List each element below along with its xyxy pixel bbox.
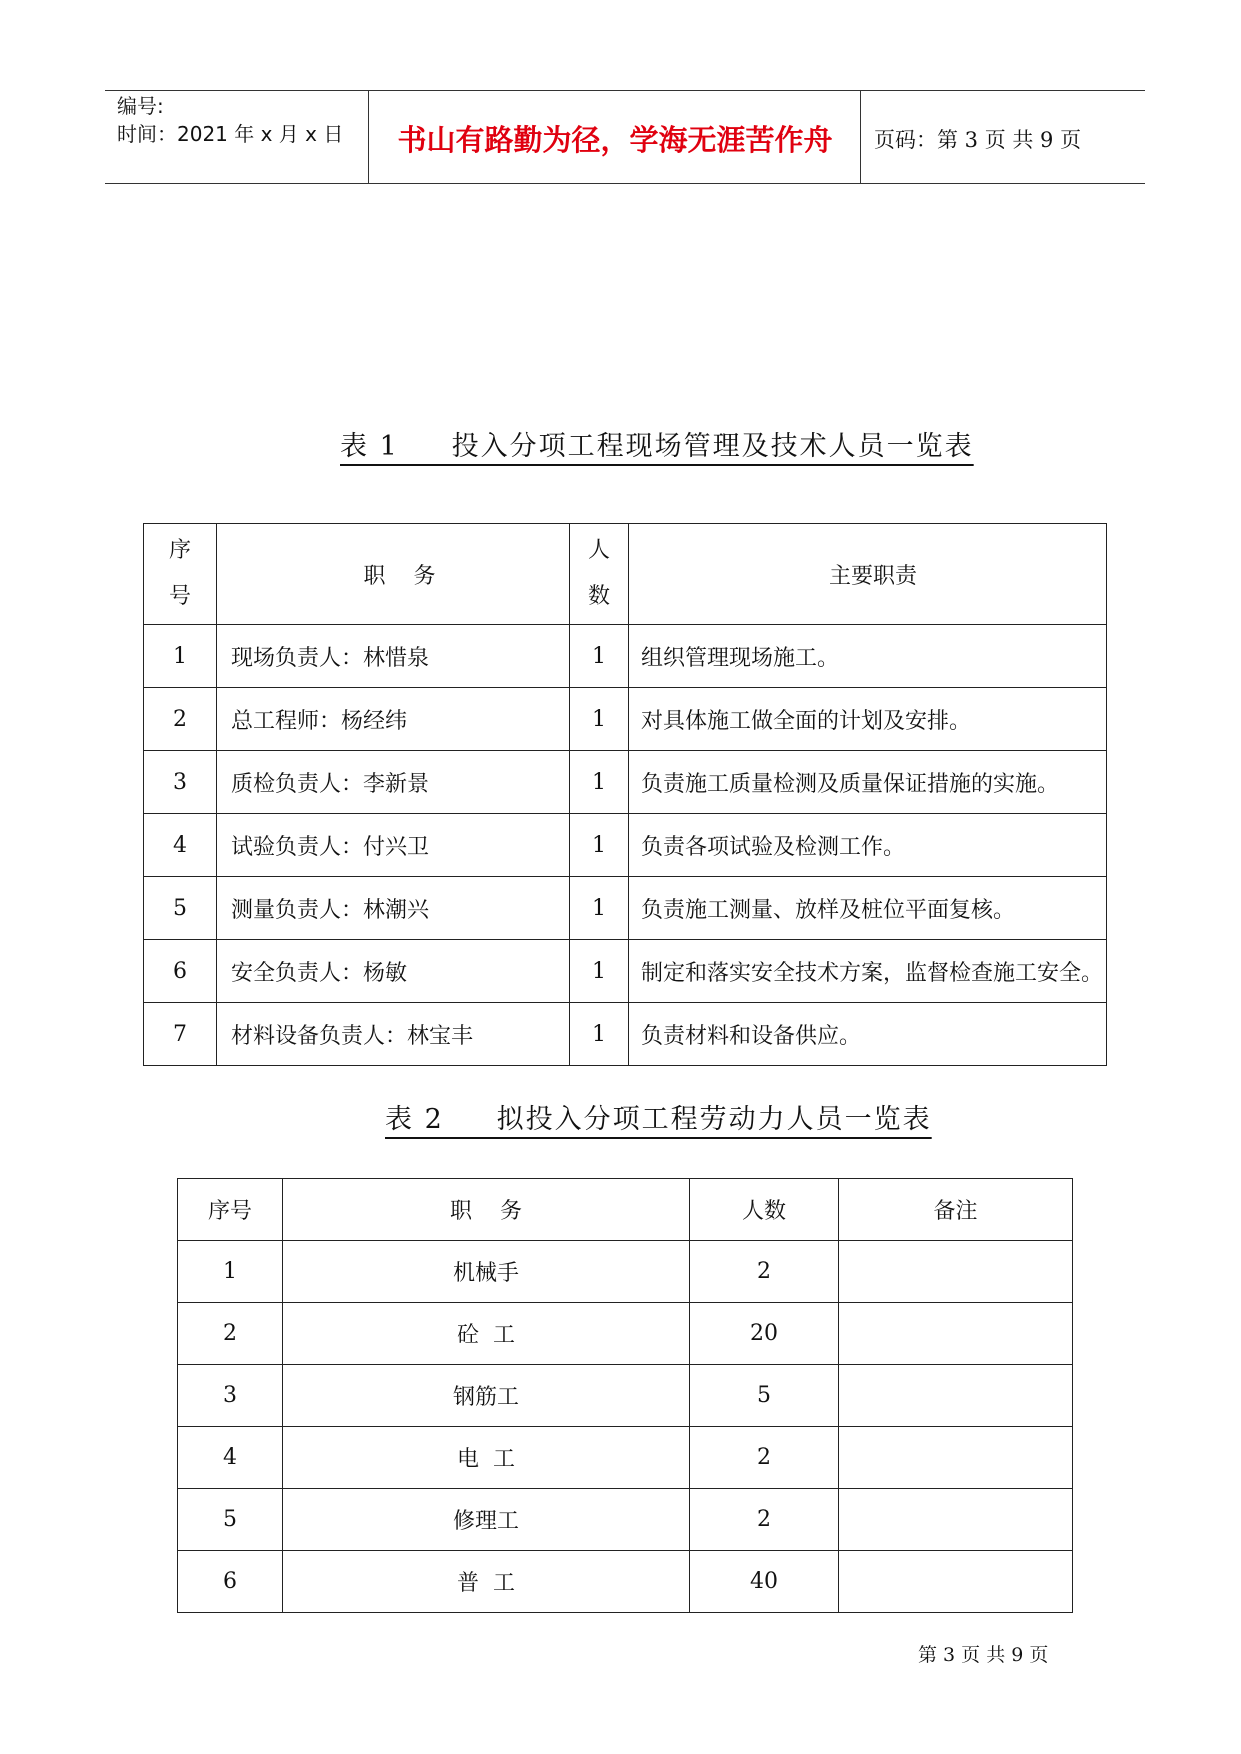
cell-duties: 负责施工测量、放样及桩位平面复核。 — [629, 877, 1107, 940]
header-position: 职 务 — [217, 524, 570, 625]
cell-serial: 4 — [144, 814, 217, 877]
cell-serial: 3 — [144, 751, 217, 814]
cell-serial: 6 — [178, 1551, 283, 1613]
cell-duties: 负责材料和设备供应。 — [629, 1003, 1107, 1066]
header-count — [570, 524, 629, 625]
cell-remark — [839, 1241, 1073, 1303]
table-row — [144, 940, 1107, 1003]
cell-position: 钢筋工 — [283, 1365, 690, 1427]
cell-serial: 1 — [144, 625, 217, 688]
cell-count: 2 — [690, 1241, 839, 1303]
cell-remark — [839, 1365, 1073, 1427]
cell-duties: 制定和落实安全技术方案，监督检查施工安全。 — [629, 940, 1107, 1003]
footer-page-number: 第 3 页 共 9 页 — [918, 1644, 1049, 1666]
table-row — [178, 1365, 1073, 1427]
cell-count: 2 — [690, 1427, 839, 1489]
cell-count: 1 — [570, 688, 629, 751]
table-row — [178, 1241, 1073, 1303]
cell-serial: 6 — [144, 940, 217, 1003]
header-duties: 主要职责 — [629, 524, 1107, 625]
table1-title: 表 1 投入分项工程现场管理及技术人员一览表 — [340, 431, 974, 462]
cell-duties: 负责各项试验及检测工作。 — [629, 814, 1107, 877]
header-serial-char1: 序 — [168, 538, 191, 563]
header-count-char2: 数 — [587, 584, 610, 609]
header-serial: 序号 — [178, 1179, 283, 1241]
management-staff-table — [143, 523, 1107, 1066]
table-row — [178, 1303, 1073, 1365]
cell-serial: 3 — [178, 1365, 283, 1427]
cell-serial: 5 — [144, 877, 217, 940]
table-row — [144, 625, 1107, 688]
header-position: 职 务 — [283, 1179, 690, 1241]
cell-count: 1 — [570, 751, 629, 814]
cell-count: 1 — [570, 814, 629, 877]
table-row — [178, 1489, 1073, 1551]
cell-position: 安全负责人：杨敏 — [217, 940, 570, 1003]
cell-remark — [839, 1303, 1073, 1365]
cell-remark — [839, 1551, 1073, 1613]
cell-position: 修理工 — [283, 1489, 690, 1551]
header-meta — [117, 92, 343, 148]
document-number-label: 编号: — [117, 94, 164, 118]
cell-remark — [839, 1489, 1073, 1551]
cell-count: 40 — [690, 1551, 839, 1613]
table-row — [144, 877, 1107, 940]
header-divider-right — [860, 90, 861, 184]
document-date: 时间：2021 年 x 月 x 日 — [117, 122, 344, 146]
cell-count: 2 — [690, 1489, 839, 1551]
cell-serial: 4 — [178, 1427, 283, 1489]
header-serial-char2: 号 — [168, 584, 191, 609]
table-header-row — [144, 524, 1107, 625]
cell-position: 电 工 — [283, 1427, 690, 1489]
table-row — [144, 751, 1107, 814]
cell-count: 1 — [570, 877, 629, 940]
header-serial — [144, 524, 217, 625]
cell-count: 1 — [570, 625, 629, 688]
cell-count: 5 — [690, 1365, 839, 1427]
cell-serial: 5 — [178, 1489, 283, 1551]
cell-serial: 2 — [178, 1303, 283, 1365]
header-motto: 书山有路勤为径，学海无涯苦作舟 — [397, 123, 833, 157]
table-row — [144, 688, 1107, 751]
cell-remark — [839, 1427, 1073, 1489]
table2-title: 表 2 拟投入分项工程劳动力人员一览表 — [385, 1104, 932, 1135]
header-count-char1: 人 — [587, 538, 610, 563]
header-remark: 备注 — [839, 1179, 1073, 1241]
cell-duties: 组织管理现场施工。 — [629, 625, 1107, 688]
cell-duties: 负责施工质量检测及质量保证措施的实施。 — [629, 751, 1107, 814]
table-row — [178, 1427, 1073, 1489]
cell-position: 砼 工 — [283, 1303, 690, 1365]
header-top-rule — [105, 90, 1145, 91]
cell-position: 材料设备负责人：林宝丰 — [217, 1003, 570, 1066]
cell-serial: 1 — [178, 1241, 283, 1303]
header-count: 人数 — [690, 1179, 839, 1241]
cell-count: 1 — [570, 940, 629, 1003]
cell-position: 机械手 — [283, 1241, 690, 1303]
table-header-row — [178, 1179, 1073, 1241]
cell-position: 现场负责人：林惜泉 — [217, 625, 570, 688]
cell-position: 普 工 — [283, 1551, 690, 1613]
cell-count: 1 — [570, 1003, 629, 1066]
cell-position: 总工程师：杨经纬 — [217, 688, 570, 751]
cell-position: 试验负责人：付兴卫 — [217, 814, 570, 877]
table-row — [144, 814, 1107, 877]
header-page-number: 页码：第 3 页 共 9 页 — [874, 128, 1082, 152]
cell-position: 测量负责人：林潮兴 — [217, 877, 570, 940]
table-row — [178, 1551, 1073, 1613]
cell-position: 质检负责人：李新景 — [217, 751, 570, 814]
cell-serial: 2 — [144, 688, 217, 751]
cell-serial: 7 — [144, 1003, 217, 1066]
header-bottom-rule — [105, 183, 1145, 184]
cell-duties: 对具体施工做全面的计划及安排。 — [629, 688, 1107, 751]
labor-staff-table — [177, 1178, 1073, 1613]
header-divider-left — [368, 90, 369, 184]
table-row — [144, 1003, 1107, 1066]
cell-count: 20 — [690, 1303, 839, 1365]
